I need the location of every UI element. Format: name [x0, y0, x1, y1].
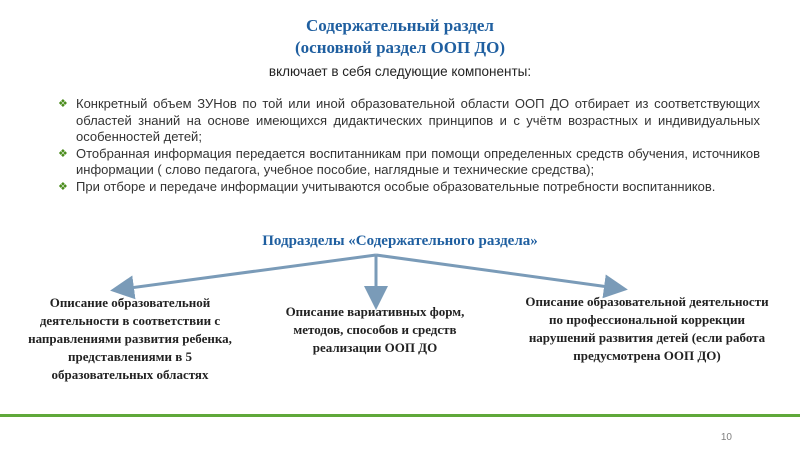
subsections-heading: Подразделы «Содержательного раздела»: [262, 233, 538, 249]
page-number: 10: [720, 432, 732, 443]
bullet-text: Конкретный объем ЗУНов по той или иной образовательной области ООП ДО отбирает из соответствующих областей знаний на основе имеющихся дидактических принципов и с учётм возрастных и индивидуальных особенностей детей;: [76, 96, 760, 144]
slide-subtitle: включает в себя следующие компоненты:: [268, 64, 532, 79]
diamond-bullet-icon: ❖: [58, 147, 68, 160]
diamond-bullet-icon: ❖: [58, 180, 68, 193]
subsection-box-middle: Описание вариативных форм, методов, способов и средств реализации ООП ДО: [285, 304, 465, 355]
bullet-text: Отобранная информация передается воспитанникам при помощи определенных средств обучения, источников информации ( слово педагога, учебное пособие, наглядные и технические средства);: [76, 145, 760, 177]
slide-title-line2: (основной раздел ООП ДО): [294, 38, 505, 57]
slide-title-line1: Содержательный раздел: [306, 16, 494, 35]
subsection-box-left: Описание образовательной деятельности в соответствии с направлениями развития ребенка, представлениями в 5 образовательных областях: [28, 295, 232, 382]
footer-bar: [0, 414, 800, 417]
bullet-text: При отборе и передаче информации учитываются особые образовательные потребности воспитанников.: [76, 178, 716, 194]
subsection-box-right: Описание образовательной деятельности по профессиональной коррекции нарушений развития детей (если работа предусмотрена ООП ДО): [525, 294, 769, 363]
diamond-bullet-icon: ❖: [58, 98, 68, 110]
arrow-left: [122, 255, 376, 289]
arrow-right: [376, 255, 616, 288]
